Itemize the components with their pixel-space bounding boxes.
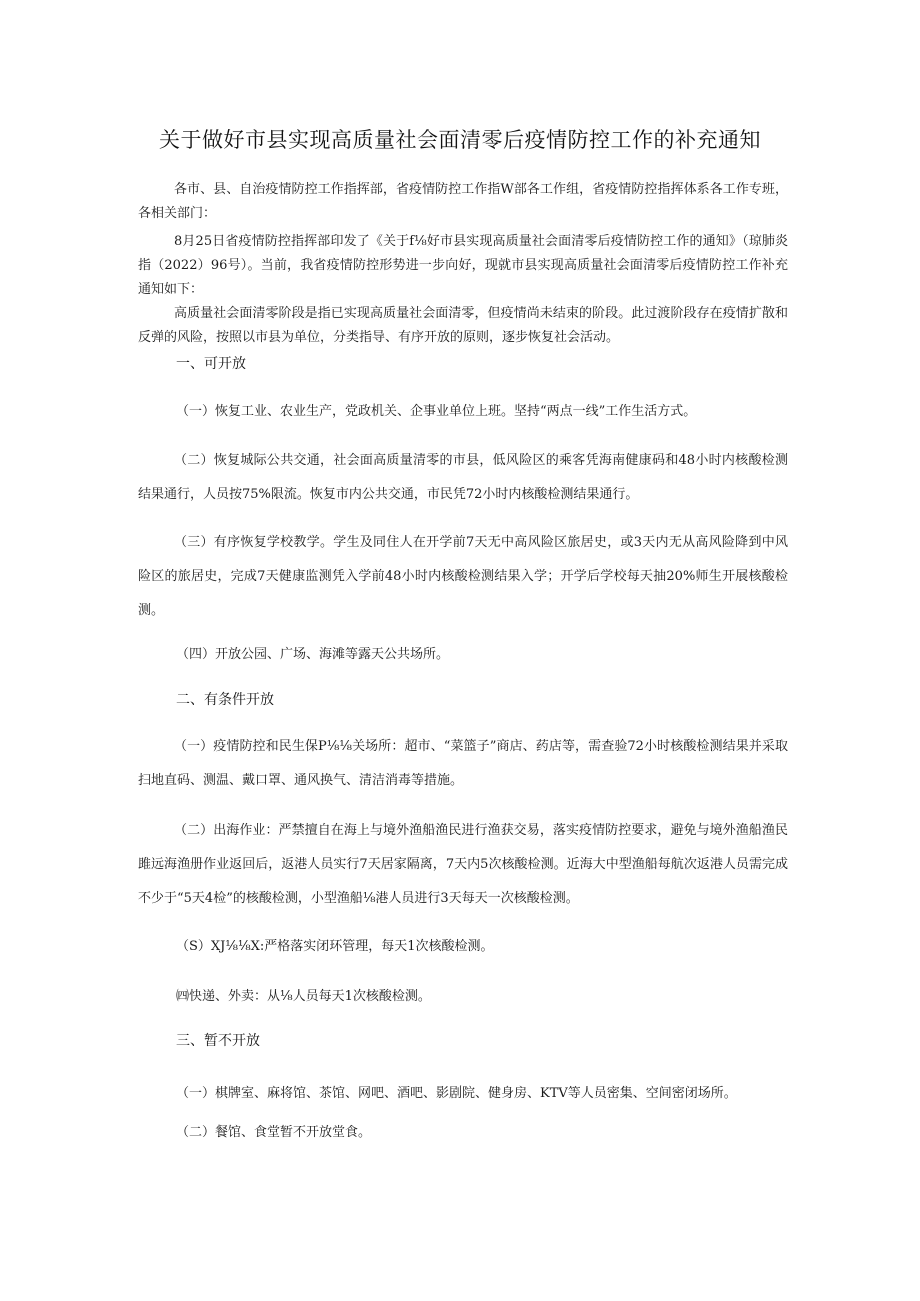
section3-item2: （二）餐馆、食堂暂不开放堂食。	[176, 1125, 372, 1140]
document-title: 关于做好市县实现高质量社会面清零后疫情防控工作的补充通知	[159, 128, 761, 152]
intro-paragraph: 8月25日省疫情防控指挥部印发了《关于f⅛好市县实现高质量社会面清零后疫情防控工作的通知》（琼肺炎指（2022）96号）。当前，我省疫情防控形势进一步向好，现就市县实现高质量社会面清零后疫情防控工作补充通知如下：	[138, 234, 788, 297]
context-paragraph: 高质量社会面清零阶段是指已实现高质量社会面清零，但疫情尚未结束的阶段。此过渡阶段存在疫情扩散和反弹的风险，按照以市县为单位，分类指导、有序开放的原则，逐步恢复社会活动。	[138, 306, 788, 345]
section-heading-conditional: 二、有条件开放	[176, 692, 274, 708]
section-heading-open: 一、可开放	[176, 356, 246, 372]
section1-item3: （三）有序恢复学校教学。学生及同住人在开学前7天无中高风险区旅居史，或3天内无从高风险降到中风险区的旅居史，完成7天健康监测凭入学前48小时内核酸检测结果入学；开学后学校每天抽20%师生开展核酸检测。	[138, 535, 788, 618]
section2-item2: （二）出海作业：严禁擅自在海上与境外渔船渔民进行渔获交易，落实疫情防控要求，避免与境外渔船渔民雎远海渔册作业返回后，返港人员实行7天居家隔离，7天内5次核酸检测。近海大中型渔船每航次返港人员需完成不少于“5天4检”的核酸检测，小型渔船⅛港人员进行3天每天一次核酸检测。	[138, 823, 788, 906]
section3-item1: （一）棋牌室、麻将馆、茶馆、网吧、酒吧、影剧院、健身房、KTV等人员密集、空间密闭场所。	[176, 1086, 737, 1101]
section1-item1: （一）恢复工业、农业生产，党政机关、企事业单位上班。坚持“两点一线”工作生活方式。	[176, 404, 697, 419]
salutation-paragraph: 各市、县、自治疫情防控工作指挥部，省疫情防控工作指W部各工作组，省疫情防控指挥体系各工作专班，各相关部门：	[138, 182, 788, 221]
section2-item3: （S）XJ⅛⅛X:严格落实闭环管理，每天1次核酸检测。	[176, 939, 494, 954]
section1-item2: （二）恢复城际公共交通，社会面高质量清零的市县，低风险区的乘客凭海南健康码和48小时内核酸检测结果通行，人员按75%限流。恢复市内公共交通，市民凭72小时内核酸检测结果通行。	[138, 453, 788, 502]
section1-item4: （四）开放公园、广场、海滩等露天公共场所。	[176, 647, 450, 662]
section2-item4: ㈣快递、外卖：从⅛人员每天1次核酸检测。	[176, 989, 431, 1004]
section2-item1: （一）疫情防控和民生保P⅛⅛关场所：超市、“菜篮子”商店、药店等，需查验72小时核酸检测结果并采取扫地直码、测温、戴口罩、通风换气、清洁消毒等措施。	[138, 739, 788, 788]
section-heading-closed: 三、暂不开放	[176, 1033, 260, 1049]
